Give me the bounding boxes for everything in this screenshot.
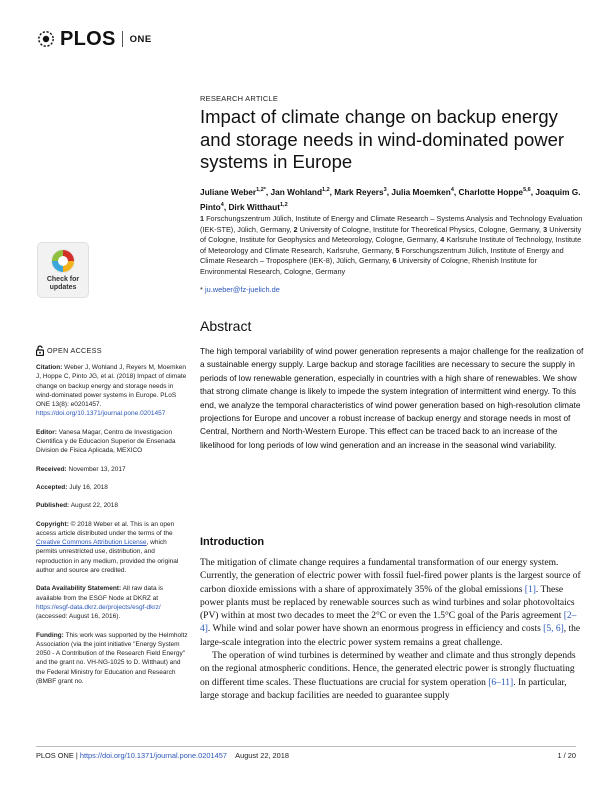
affiliation-number: 3 (543, 224, 548, 234)
copyright-block (36, 520, 188, 576)
citation-doi-link[interactable]: https://doi.org/10.1371/journal.pone.0201457 (36, 410, 166, 418)
affiliation-text: Forschungszentrum Jülich, Institute of Energy and Climate Research – Systems Analysis and Technology Evaluation (IEK-STE), Jülich, Germany, (200, 214, 583, 234)
received-date: November 13, 2017 (68, 465, 126, 473)
reference-link[interactable]: [6–11] (488, 677, 514, 688)
introduction-body (200, 557, 585, 703)
page-number: 1 / 20 (557, 751, 576, 760)
logo-subtext: ONE (129, 33, 152, 45)
plos-logo-icon (36, 29, 56, 49)
affiliation-number: 5 (395, 245, 400, 255)
crossmark-icon (50, 248, 76, 274)
paragraph-text: . These power plants must be replaced by renewable sources such as wind turbines and solar photovoltaics (PV) within at most two decades to meet the 2°C or even the 1.5°C goal of the Paris agreement (200, 584, 575, 622)
corresponding-marker: * (200, 285, 203, 294)
paragraph-text: The mitigation of climate change requires a fundamental transformation of our energy system. Currently, the generation of electric power with fossil fuel-fired power plants is the largest source of carbon dioxide emissions with a share of approximately 35% of the global emissions (200, 558, 581, 595)
data-availability-label: Data Availability Statement: (36, 585, 122, 593)
logo-text: PLOS (60, 27, 116, 50)
author-separator: , (453, 186, 459, 197)
journal-logo[interactable] (36, 28, 152, 50)
author-name[interactable]: Dirk Witthaut (228, 201, 280, 212)
received-block (36, 465, 188, 474)
footer-divider (36, 746, 576, 747)
author-affiliation-marker: 4 (220, 201, 224, 208)
article-type: RESEARCH ARTICLE (200, 94, 279, 103)
footer-doi-link[interactable]: https://doi.org/10.1371/journal.pone.0201457 (79, 751, 227, 760)
author-separator: , (386, 186, 392, 197)
author-separator: , (223, 201, 229, 212)
footer-date: August 22, 2018 (235, 751, 289, 760)
abstract-text: The high temporal variability of wind power generation represents a major challenge for the realization of a sustainable energy supply. Large backup and storage facilities are necessary to secure the supply in periods of low renewable generation, especially in countries with a high share of renewables. We show that strong climate change is likely to impede the system integration of intermittent wind energy. To this end, we analyze the temporal characteristics of wind power generation based on high-resolution climate projections for Europe and uncover a robust increase of backup energy and storage needs in most of Central, Northern and North-Western Europe. This effect can be traced back to an increase of the likelihood for long periods of low wind generation and an increase in the seasonal wind variability. (200, 346, 584, 450)
copyright-text-end: , which permits unrestricted use, distribution, and reproduction in any medium, provided the original author and source are credited. (36, 539, 179, 575)
reference-link[interactable]: [1] (524, 584, 536, 595)
introduction-paragraph-1 (200, 557, 585, 650)
copyright-label: Copyright: (36, 520, 69, 528)
accepted-date: July 16, 2018 (69, 483, 108, 491)
author-affiliation-marker: 3 (383, 187, 387, 193)
received-label: Received: (36, 465, 67, 473)
author-name[interactable]: Jan Wohland (270, 186, 323, 197)
author-affiliation-marker: 1,2 (322, 187, 330, 193)
author-affiliation-marker: 1,2 (280, 201, 288, 208)
funding-block (36, 631, 188, 687)
editor-block (36, 428, 188, 456)
data-link[interactable]: https://esgf-data.dkrz.de/projects/esgf-dkrz/ (36, 603, 161, 611)
editor-label: Editor: (36, 428, 57, 436)
introduction-heading: Introduction (200, 536, 265, 548)
citation-text: Weber J, Wohland J, Reyers M, Moemken J, Hoppe C, Pinto JG, et al. (2018) Impact of climate change on backup energy and storage needs in wind-dominated power systems in Europe. PLoS ONE 13(8): e0201457. (36, 364, 187, 409)
author-name[interactable]: Mark Reyers (334, 186, 384, 197)
author-name[interactable]: Charlotte Hoppe (458, 186, 524, 197)
abstract-heading: Abstract (200, 318, 252, 334)
open-access-badge (36, 345, 188, 356)
article-title: Impact of climate change on backup energy and storage needs in wind-dominated power systems in Europe (200, 106, 565, 172)
author-affiliation-marker: 4 (450, 187, 454, 193)
footer-separator: | (73, 751, 80, 760)
open-access-label: OPEN ACCESS (47, 345, 102, 355)
reference-link[interactable]: [2–4] (200, 611, 577, 635)
funding-text: This work was supported by the Helmholtz Association (via the joint initiative "Energy System 2050 - A Contribution of the Research Field Energy" and the grant no. VH-NG-1025 to D. Witthaut) and the Federal Ministry for Education and Research (BMBF grant no. (36, 631, 188, 686)
affiliation-text: University of Cologne, Institute for Theoretical Physics, Cologne, Germany, (299, 224, 544, 234)
open-lock-icon (36, 345, 44, 356)
affiliation-text: Karlsruhe Institute of Technology, Institute of Meteorology and Climate Research, Karlsruhe, Germany, (200, 235, 582, 255)
article-info-sidebar (36, 345, 188, 695)
citation-block (36, 363, 188, 419)
data-availability-text-end: (accessed: August 16, 2016). (36, 613, 121, 621)
citation-label: Citation: (36, 364, 63, 371)
accepted-block (36, 483, 188, 492)
affiliation-number: 4 (440, 235, 445, 245)
affiliation-number: 2 (293, 224, 298, 234)
accepted-label: Accepted: (36, 483, 68, 491)
author-name[interactable]: Julia Moemken (391, 186, 451, 197)
logo-divider (122, 31, 123, 47)
footer-journal: PLOS ONE (36, 751, 74, 760)
license-link[interactable]: Creative Commons Attribution License (36, 539, 147, 547)
paragraph-text: . In particular, large storage and backup facilities are needed to guarantee supply (200, 677, 567, 701)
email-link[interactable]: ju.weber@fz-juelich.de (204, 285, 280, 294)
reference-link[interactable]: [5, 6] (543, 624, 564, 635)
editor-text: Vanesa Magar, Centro de Investigacion Cientifica y de Educacion Superior de Ensenada Division de Fisica Aplicada, MEXICO (36, 428, 176, 455)
published-label: Published: (36, 502, 70, 510)
introduction-paragraph-2 (200, 650, 585, 703)
affiliation-number: 1 (200, 214, 205, 223)
paragraph-text: . While wind and solar power have shown an enormous progress in efficiency and costs (207, 624, 544, 635)
author-separator: , (530, 186, 536, 197)
published-block (36, 501, 188, 510)
author-name[interactable]: Joaquim G. Pinto (200, 186, 581, 212)
author-separator: , (329, 186, 335, 197)
affiliation-text: Forschungszentrum Jülich, Institute of Energy and Climate Research – Troposphere (IEK-8), Jülich, Germany, (200, 245, 564, 266)
affiliations (200, 214, 585, 278)
paragraph-text: , the large-scale integration into the electric power system remains a great challenge. (200, 624, 581, 648)
author-name[interactable]: Juliane Weber (200, 186, 257, 197)
author-affiliation-marker: 1,2* (256, 187, 266, 193)
published-date: August 22, 2018 (70, 502, 119, 510)
copyright-text: © 2018 Weber et al. This is an open access article distributed under the terms of the (36, 520, 175, 537)
author-affiliation-marker: 5,6 (523, 187, 531, 193)
footer-citation (36, 751, 289, 760)
data-availability-text: All raw data is available from the ESGF Node at DKRZ at (36, 585, 164, 602)
data-availability-block (36, 584, 188, 621)
check-for-updates-badge[interactable] (37, 242, 89, 298)
corresponding-email[interactable] (200, 285, 280, 294)
affiliation-text: University of Cologne, Institute for Geophysics and Meteorology, Cologne, Germany, (200, 224, 582, 245)
check-updates-label: Check for updates (46, 276, 80, 291)
paragraph-text: The operation of wind turbines is determined by weather and climate and thus strongly depends on the regional atmospheric conditions. Hence, the generated electric power is strongly fluctuating on different time scales. These fluctuations are crucial for system operation (200, 651, 576, 688)
affiliation-text: University of Cologne, Rhenish Institute for Environmental Research, Cologne, Germany (200, 256, 537, 276)
funding-label: Funding: (36, 631, 64, 639)
author-separator: , (265, 186, 271, 197)
author-list (200, 184, 585, 214)
affiliation-number: 6 (392, 256, 397, 266)
